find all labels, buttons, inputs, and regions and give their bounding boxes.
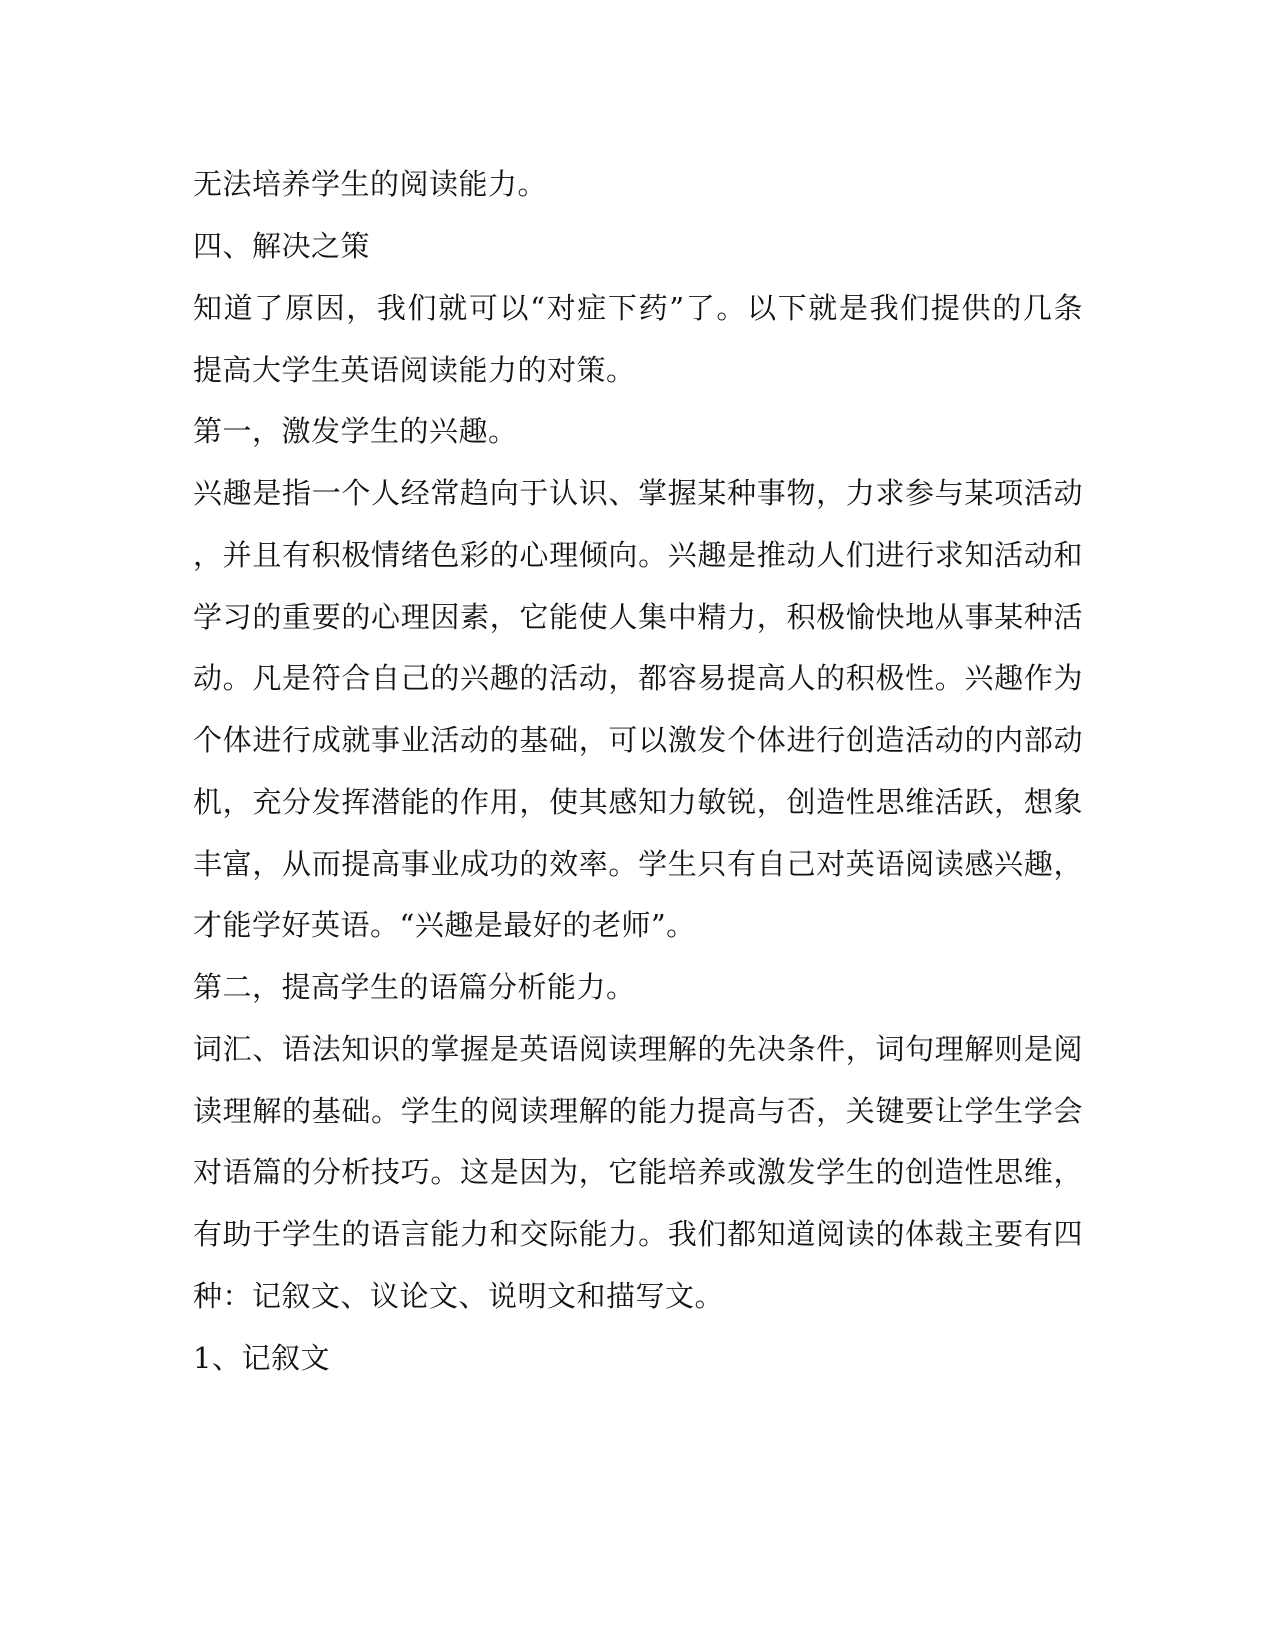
text-line: 才能学好英语。“兴趣是最好的老师”。 xyxy=(193,908,696,942)
subsection-heading: 第二，提高学生的语篇分析能力。 xyxy=(193,970,636,1004)
text-line: 个体进行成就事业活动的基础，可以激发个体进行创造活动的内部动 xyxy=(193,723,1083,757)
text-line: 无法培养学生的阅读能力。 xyxy=(193,167,548,201)
text-line: 词汇、语法知识的掌握是英语阅读理解的先决条件，词句理解则是阅 xyxy=(193,1032,1083,1066)
text-line: 动。凡是符合自己的兴趣的活动，都容易提高人的积极性。兴趣作为 xyxy=(193,661,1083,695)
text-line: 知道了原因，我们就可以“对症下药”了。以下就是我们提供的几条 xyxy=(193,291,1083,325)
list-heading: 1、记叙文 xyxy=(193,1341,330,1375)
text-line: ，并且有积极情绪色彩的心理倾向。兴趣是推动人们进行求知活动和 xyxy=(193,538,1083,572)
subsection-heading: 第一，激发学生的兴趣。 xyxy=(193,414,518,448)
text-line: 有助于学生的语言能力和交际能力。我们都知道阅读的体裁主要有四 xyxy=(193,1217,1083,1251)
text-line: 提高大学生英语阅读能力的对策。 xyxy=(193,353,636,387)
text-line: 种：记叙文、议论文、说明文和描写文。 xyxy=(193,1279,725,1313)
text-line: 兴趣是指一个人经常趋向于认识、掌握某种事物，力求参与某项活动 xyxy=(193,476,1083,510)
text-line: 机，充分发挥潜能的作用，使其感知力敏锐，创造性思维活跃，想象 xyxy=(193,785,1083,819)
text-line: 读理解的基础。学生的阅读理解的能力提高与否，关键要让学生学会 xyxy=(193,1094,1083,1128)
section-heading: 四、解决之策 xyxy=(193,229,371,263)
text-line: 对语篇的分析技巧。这是因为，它能培养或激发学生的创造性思维， xyxy=(193,1155,1083,1189)
text-line: 丰富，从而提高事业成功的效率。学生只有自己对英语阅读感兴趣， xyxy=(193,847,1083,881)
text-line: 学习的重要的心理因素，它能使人集中精力，积极愉快地从事某种活 xyxy=(193,600,1083,634)
